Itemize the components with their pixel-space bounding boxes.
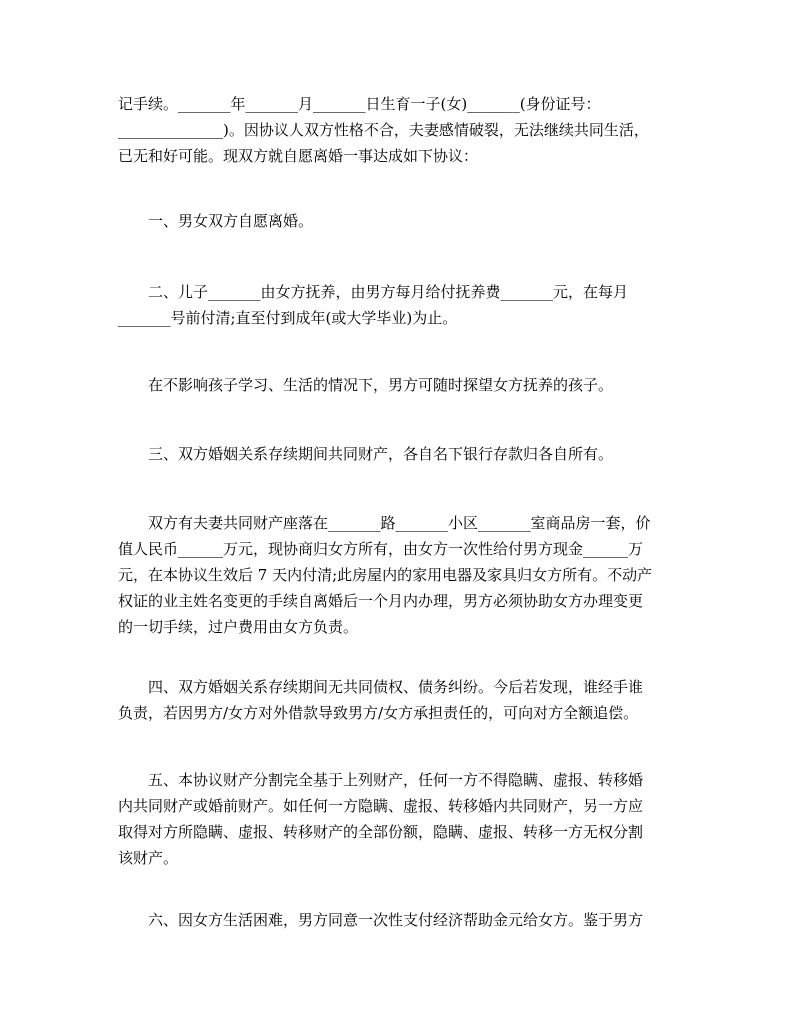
text-line: 的一切手续，过户费用由女方负责。 (118, 618, 359, 636)
paragraph-clause-1 (118, 208, 678, 234)
paragraph-clause-3 (118, 441, 678, 467)
text-line: 六、因女方生活困难，男方同意一次性支付经济帮助金元给女方。鉴于男方 (148, 911, 644, 929)
paragraph-intro (118, 91, 678, 169)
text-line: 取得对方所隐瞒、虚报、转移财产的全部份额，隐瞒、虚报、转移一方无权分割 (118, 823, 644, 841)
text-line: _______号前付清;直至付到成年(或大学毕业)为止。 (118, 309, 458, 327)
text-line: 元，在本协议生效后 7 天内付清;此房屋内的家用电器及家具归女方所有。不动产 (118, 566, 653, 584)
text-line: 在不影响孩子学习、生活的情况下，男方可随时探望女方抚养的孩子。 (148, 376, 614, 394)
text-line: ______________)。因协议人双方性格不合，夫妻感情破裂，无法继续共同生活， (118, 121, 649, 139)
paragraph-clause-2 (118, 279, 678, 331)
text-line: 负责，若因男方/女方对外借款导致男方/女方承担责任的，可向对方全额追偿。 (118, 704, 639, 722)
text-line: 记手续。_______年_______月_______日生育一子(女)_______(身份证号： (118, 95, 601, 113)
text-line: 已无和好可能。现双方就自愿离婚一事达成如下协议： (118, 147, 479, 165)
text-line: 四、双方婚姻关系存续期间无共同债权、债务纠纷。今后若发现，谁经手谁 (148, 678, 644, 696)
paragraph-visitation (118, 372, 678, 398)
text-line: 值人民币______万元，现协商归女方所有，由女方一次性给付男方现金______万 (118, 540, 644, 558)
text-line: 权证的业主姓名变更的手续自离婚后一个月内办理，男方必须协助女方办理变更 (118, 592, 644, 610)
text-line: 五、本协议财产分割完全基于上列财产，任何一方不得隐瞒、虚报、转移婚 (148, 771, 644, 789)
text-line: 一、男女双方自愿离婚。 (148, 212, 314, 230)
text-line: 双方有夫妻共同财产座落在_______路_______小区_______室商品房一套，价 (148, 514, 651, 532)
text-line: 该财产。 (118, 849, 179, 867)
text-line: 内共同财产或婚前财产。如任何一方隐瞒、虚报、转移婚内共同财产，另一方应 (118, 797, 644, 815)
paragraph-clause-6 (118, 907, 678, 933)
paragraph-clause-4 (118, 674, 678, 726)
paragraph-clause-5 (118, 767, 678, 871)
text-line: 二、儿子_______由女方抚养，由男方每月给付抚养费_______元，在每月 (148, 283, 629, 301)
text-line: 三、双方婚姻关系存续期间共同财产，各自名下银行存款归各自所有。 (148, 445, 614, 463)
paragraph-property (118, 510, 678, 640)
